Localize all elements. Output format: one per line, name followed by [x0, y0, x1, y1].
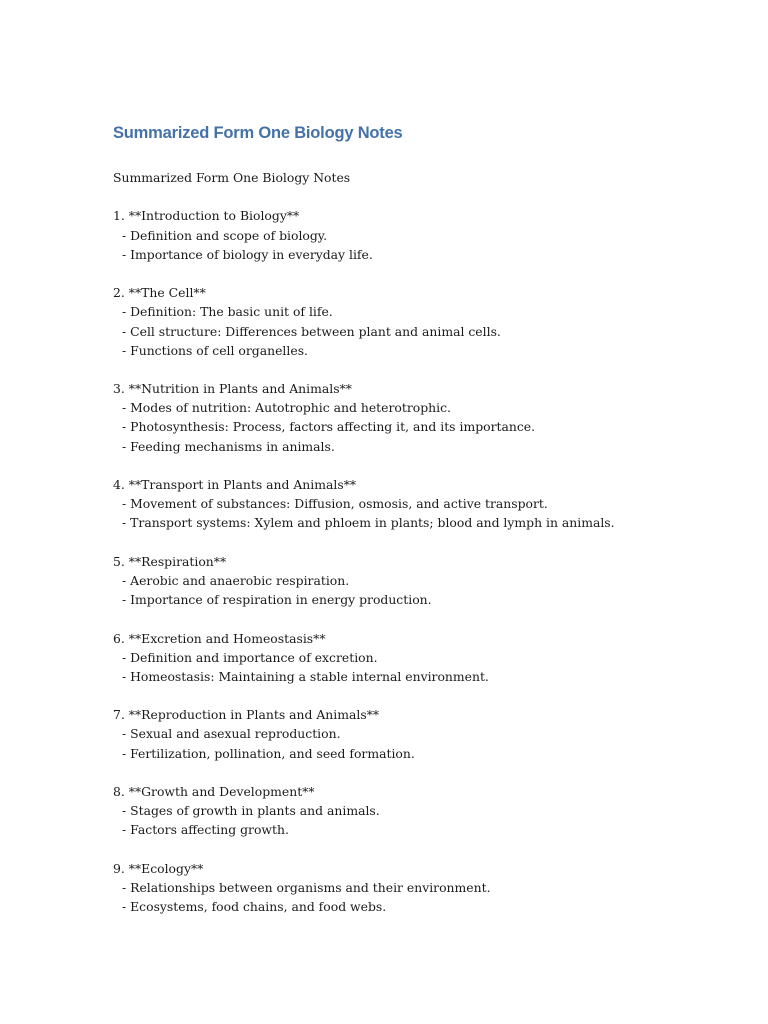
section-8 — [113, 782, 753, 840]
section-point: - Definition and importance of excretion. — [122, 649, 378, 665]
section-point: - Definition and scope of biology. — [122, 227, 328, 243]
section-point: - Relationships between organisms and their environment. — [122, 879, 491, 895]
section-point: - Sexual and asexual reproduction. — [122, 726, 341, 742]
spacer — [113, 264, 753, 283]
section-2 — [113, 283, 753, 360]
section-point: - Definition: The basic unit of life. — [122, 304, 333, 320]
section-title: 1. **Introduction to Biology** — [113, 208, 300, 224]
spacer — [113, 187, 753, 206]
section-point: - Factors affecting growth. — [122, 822, 289, 838]
section-3 — [113, 379, 753, 456]
section-title: 6. **Excretion and Homeostasis** — [113, 630, 326, 646]
spacer — [113, 609, 753, 628]
section-point: - Ecosystems, food chains, and food webs. — [122, 899, 387, 915]
section-point: - Fertilization, pollination, and seed formation. — [122, 745, 415, 761]
section-title: 4. **Transport in Plants and Animals** — [113, 477, 357, 492]
section-point: - Importance of biology in everyday life. — [122, 246, 373, 262]
section-7 — [113, 705, 753, 763]
intro-line: Summarized Form One Biology Notes — [113, 170, 351, 185]
section-point: - Feeding mechanisms in animals. — [122, 438, 335, 454]
section-point: - Photosynthesis: Process, factors affecting it, and its importance. — [122, 419, 536, 435]
section-1 — [113, 206, 753, 264]
section-5 — [113, 552, 753, 610]
document-body — [113, 168, 753, 916]
spacer — [113, 840, 753, 859]
spacer — [113, 686, 753, 705]
section-title: 5. **Respiration** — [113, 553, 227, 569]
section-title: 7. **Reproduction in Plants and Animals** — [113, 707, 380, 723]
spacer — [113, 533, 753, 552]
section-title: 8. **Growth and Development** — [113, 784, 315, 799]
spacer — [113, 456, 753, 475]
spacer — [113, 360, 753, 379]
section-4 — [113, 475, 753, 533]
section-point: - Aerobic and anaerobic respiration. — [122, 572, 350, 588]
document-heading: Summarized Form One Biology Notes — [113, 124, 403, 142]
section-point: - Cell structure: Differences between plant and animal cells. — [122, 323, 501, 339]
spacer — [113, 763, 753, 782]
section-point: - Modes of nutrition: Autotrophic and heterotrophic. — [122, 400, 451, 416]
section-title: 2. **The Cell** — [113, 285, 206, 301]
section-point: - Importance of respiration in energy production. — [122, 592, 432, 608]
section-point: - Stages of growth in plants and animals. — [122, 803, 380, 819]
section-title: 3. **Nutrition in Plants and Animals** — [113, 381, 352, 397]
section-6 — [113, 629, 753, 687]
section-point: - Functions of cell organelles. — [122, 342, 308, 358]
section-title: 9. **Ecology** — [113, 860, 204, 876]
section-point: - Homeostasis: Maintaining a stable internal environment. — [122, 668, 489, 684]
section-9 — [113, 859, 753, 917]
section-point: - Transport systems: Xylem and phloem in plants; blood and lymph in animals. — [122, 515, 615, 531]
section-point: - Movement of substances: Diffusion, osmosis, and active transport. — [122, 496, 548, 512]
